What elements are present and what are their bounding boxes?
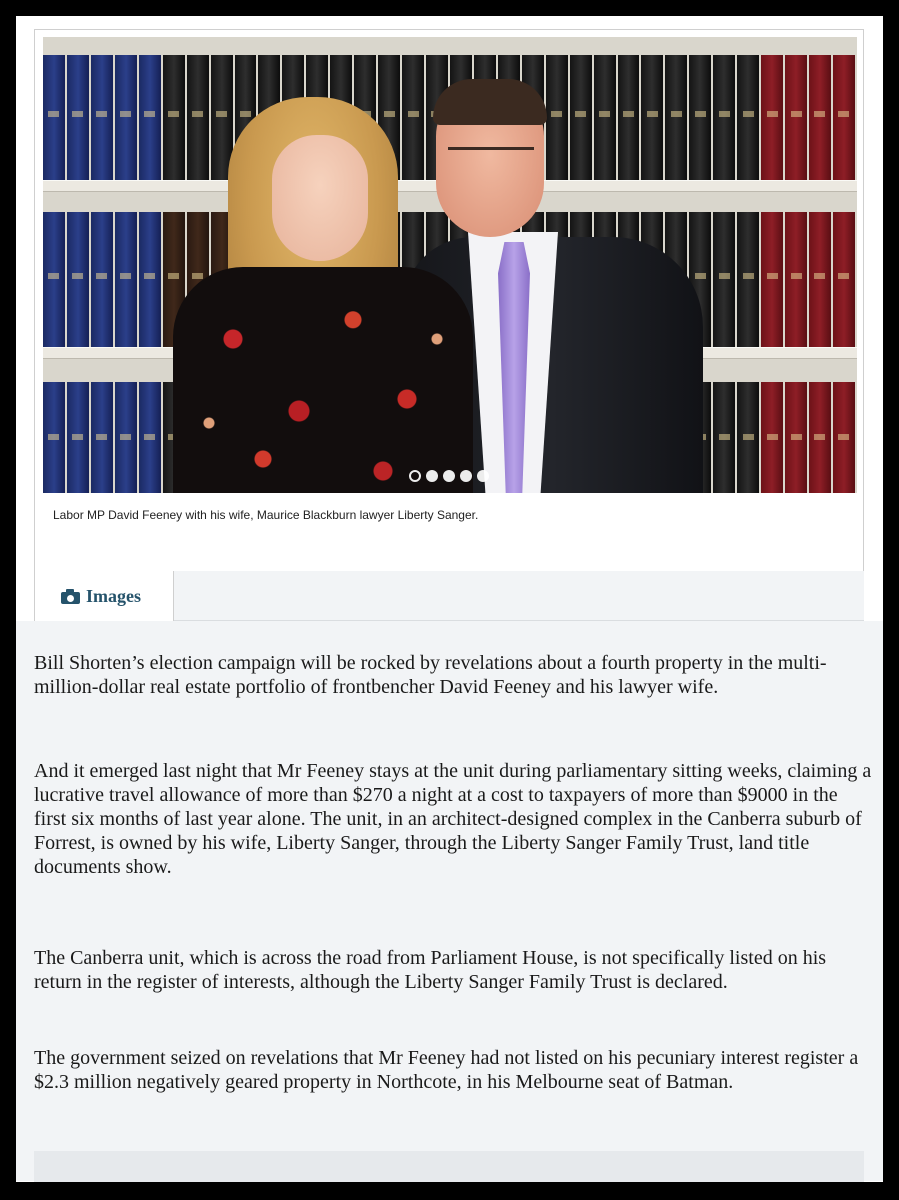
article-paragraph: The Canberra unit, which is across the road from Parliament House, is not specifically listed on his return in the register of interests, although the Liberty Sanger Family Trust is declared. [34,947,827,993]
carousel-dot-5[interactable] [477,470,489,482]
carousel-dot-2[interactable] [426,470,438,482]
man-hair [433,79,547,125]
tab-images[interactable] [34,571,174,622]
camera-icon [61,589,80,604]
glasses [448,147,534,167]
related-content-box [34,1151,864,1182]
carousel-dot-4[interactable] [460,470,472,482]
page-frame [16,16,883,1182]
carousel-dot-3[interactable] [443,470,455,482]
carousel-dot-1[interactable] [409,470,421,482]
article-paragraph: And it emerged last night that Mr Feeney stays at the unit during parliamentary sitting weeks, claiming a lucrative travel allowance of more than $270 a night at a cost to taxpayers of more than $9000 in the first six months of last year alone. The unit, in an architect-designed complex in the Canberra suburb of Forrest, is owned by his wife, Liberty Sanger, through the Liberty Sanger Family Trust, land title documents show. [34,760,872,878]
tab-images-label: Images [86,586,141,606]
article-paragraph: Bill Shorten’s election campaign will be rocked by revelations about a fourth property in the multi-million-dollar real estate portfolio of frontbencher David Feeney and his lawyer wife. [34,652,827,698]
article-paragraph: The government seized on revelations that Mr Feeney had not listed on his pecuniary interest register a $2.3 million negatively geared property in Northcote, in his Melbourne seat of Batman. [34,1047,859,1093]
carousel-dots [409,470,489,482]
woman-face [272,135,368,261]
media-tabs [34,571,864,621]
woman-floral-dress [173,267,473,493]
image-gallery [34,29,864,574]
gallery-photo[interactable] [43,37,857,493]
photo-caption: Labor MP David Feeney with his wife, Maurice Blackburn lawyer Liberty Sanger. [53,508,479,522]
article-body [16,621,883,1181]
tab-strip-background [174,571,864,621]
